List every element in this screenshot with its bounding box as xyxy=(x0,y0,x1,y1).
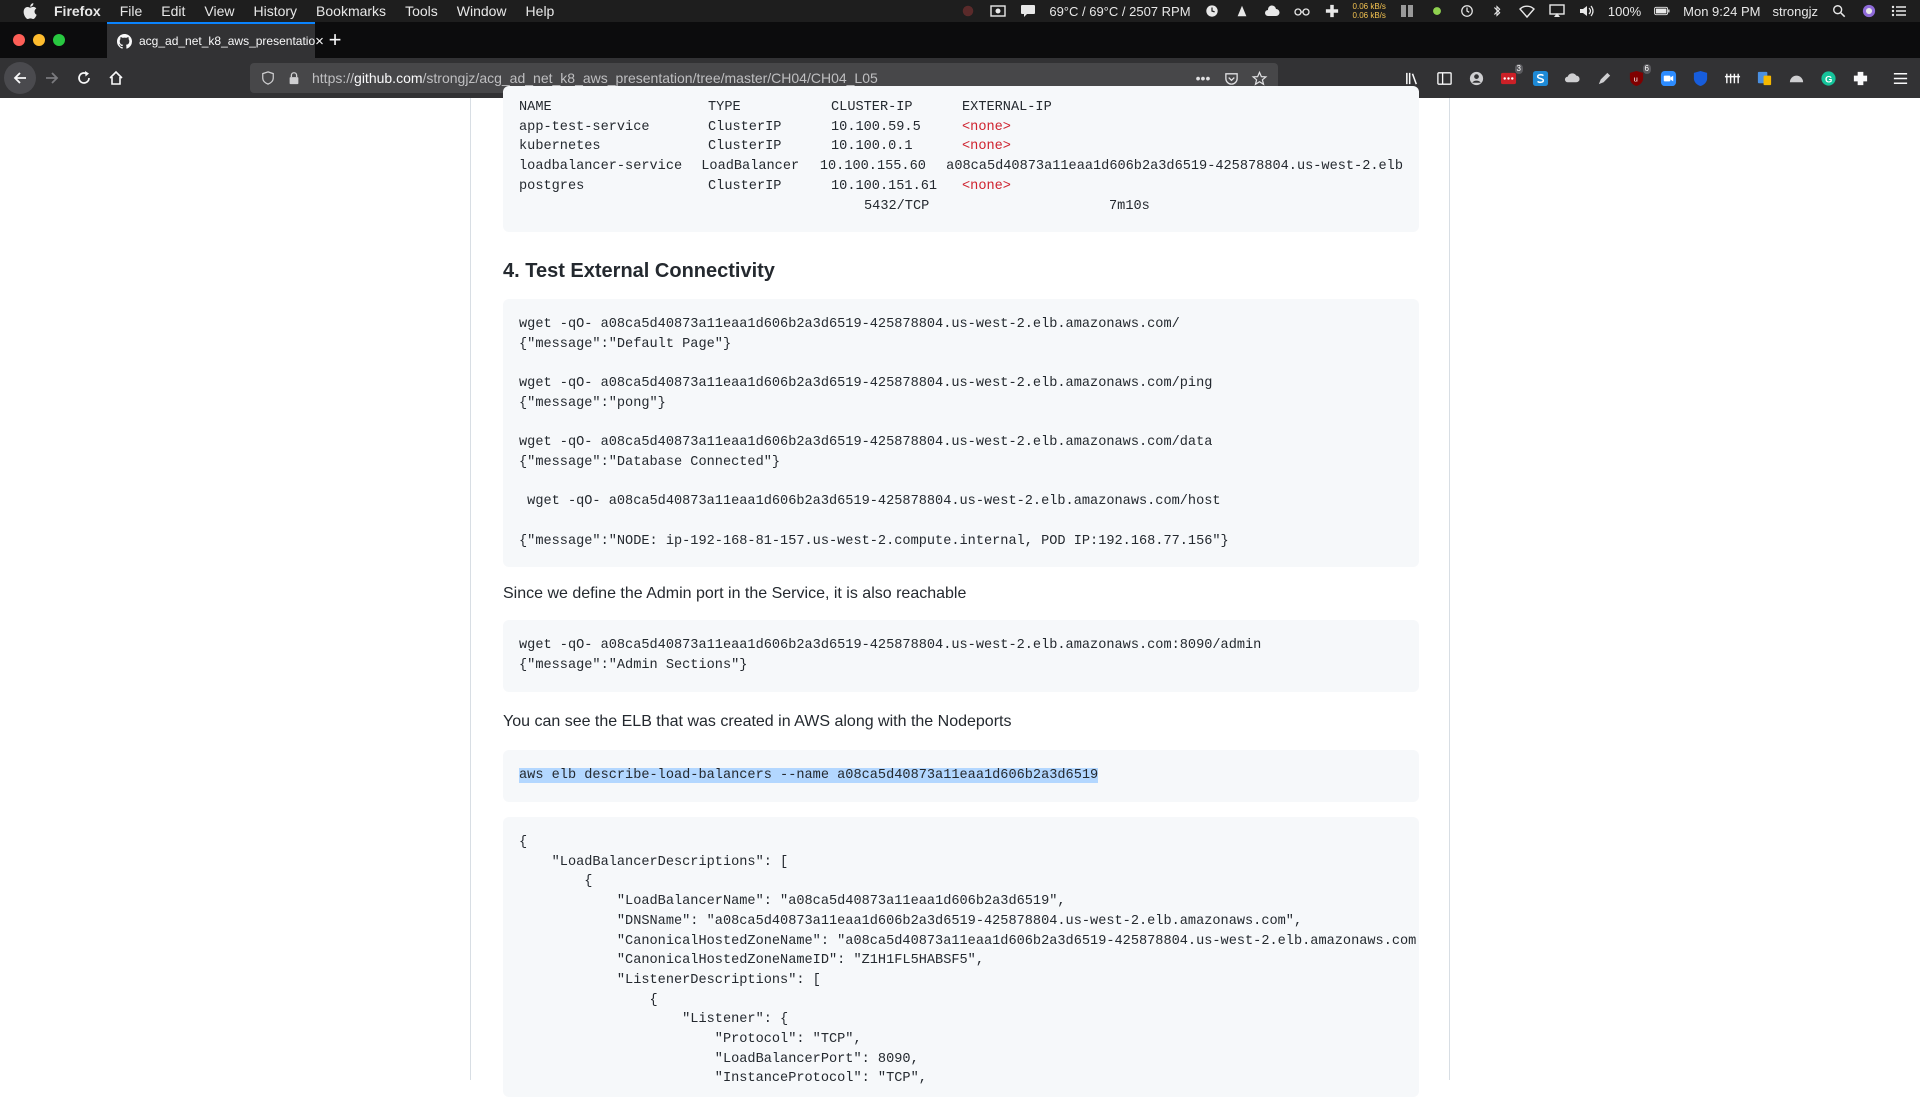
url-actions xyxy=(1194,69,1268,87)
url-host: github.com xyxy=(354,70,423,86)
url-path: /strongjz/acg_ad_net_k8_aws_presentation/tree/master/CH04/CH04_L05 xyxy=(422,70,878,86)
svc-ip: 10.100.59.5 xyxy=(831,119,921,135)
cloud-ext-icon[interactable] xyxy=(1560,66,1584,90)
wifi-icon[interactable] xyxy=(1518,4,1536,18)
menu-bookmarks[interactable]: Bookmarks xyxy=(316,3,387,19)
plus-icon[interactable] xyxy=(1323,4,1341,18)
siri-icon[interactable] xyxy=(1860,4,1878,18)
net-down: 0.06 kB/s xyxy=(1352,11,1386,20)
code-line: wget -qO- a08ca5d40873a11eaa1d606b2a3d6519-425878804.us-west-2.elb.amazonaws.com:8090/admin xyxy=(519,638,1262,653)
code-line: wget -qO- a08ca5d40873a11eaa1d606b2a3d6519-425878804.us-west-2.elb.amazonaws.com/ping xyxy=(519,376,1213,392)
code-line: "Protocol": "TCP", xyxy=(519,1032,862,1048)
net-up: 0.06 kB/s xyxy=(1352,2,1386,11)
code-line: "ListenerDescriptions": [ xyxy=(519,972,821,988)
svg-text:u: u xyxy=(1633,73,1638,83)
airplay-icon[interactable] xyxy=(1548,4,1566,18)
ublock-icon[interactable] xyxy=(1624,66,1648,90)
code-line xyxy=(519,354,1403,374)
table-header-row xyxy=(519,98,1403,118)
code-line: "DNSName": "a08ca5d40873a11eaa1d606b2a3d6519-425878804.us-west-2.elb.amazonaws.com", xyxy=(519,913,1303,929)
clock-app-icon[interactable] xyxy=(1203,4,1221,18)
services-code-block xyxy=(503,86,1419,232)
close-tab-icon[interactable]: × xyxy=(315,32,324,50)
svc-name: loadbalancer-service xyxy=(519,159,683,175)
sidebar-icon[interactable] xyxy=(1432,66,1456,90)
svc-external-ip: <none> xyxy=(962,119,1011,135)
col-cluster-ip-header: CLUSTER-IP xyxy=(831,100,913,115)
code-line: wget -qO- a08ca5d40873a11eaa1d606b2a3d6519-425878804.us-west-2.elb.amazonaws.com/ xyxy=(519,317,1180,332)
svc-age: 7m10s xyxy=(1109,198,1150,214)
svc-type: LoadBalancer xyxy=(701,159,800,175)
admin-pre xyxy=(503,620,1419,675)
temperature-readout[interactable]: 69°C / 69°C / 2507 RPM xyxy=(1049,3,1191,19)
code-line: "LoadBalancerName": "a08ca5d40873a11eaa1d606b2a3d6519", xyxy=(519,894,1066,910)
extensions-toolbar xyxy=(1400,58,1872,98)
glasses-icon[interactable] xyxy=(1293,4,1311,18)
code-line: { xyxy=(519,835,528,850)
menu-file[interactable]: File xyxy=(119,3,143,19)
cloud-icon[interactable] xyxy=(1263,4,1281,18)
window-controls xyxy=(13,34,65,46)
bluetooth-icon[interactable] xyxy=(1488,4,1506,18)
svc-name: app-test-service xyxy=(519,119,650,135)
code-line: "Listener": { xyxy=(519,1012,789,1028)
bitwarden-icon[interactable] xyxy=(1688,66,1712,90)
extensions-puzzle-icon[interactable] xyxy=(1848,66,1872,90)
code-line: {"message":"Admin Sections"} xyxy=(519,657,748,673)
zoom-window-button[interactable] xyxy=(53,34,65,46)
code-line: {"message":"Database Connected"} xyxy=(519,454,781,470)
grammarly-icon[interactable] xyxy=(1816,66,1840,90)
account-icon[interactable] xyxy=(1464,66,1488,90)
notification-center-icon[interactable] xyxy=(1890,4,1908,18)
tab-github-readme[interactable] xyxy=(107,22,324,58)
code-line: {"message":"NODE: ip-192-168-81-157.us-west-2.compute.internal, POD IP:192.168.77.156"} xyxy=(519,533,1229,549)
elb-command-pre xyxy=(503,750,1419,786)
json-output-code-block xyxy=(503,817,1419,1097)
github-icon xyxy=(117,33,132,49)
svc-port: 5432/TCP xyxy=(864,198,930,214)
svc-name: postgres xyxy=(519,178,585,194)
ublock-badge: 6 xyxy=(1644,64,1649,73)
home-icon xyxy=(107,69,125,87)
svc-ip: 10.100.0.1 xyxy=(831,139,913,155)
translate-ext-icon[interactable] xyxy=(1752,66,1776,90)
code-line: "CanonicalHostedZoneName": "a08ca5d40873a11eaa1d606b2a3d6519-425878804.us-west-2.elb.amazonaws.com xyxy=(519,933,1417,949)
user-name[interactable]: strongjz xyxy=(1772,3,1818,19)
network-speed xyxy=(1353,2,1386,20)
table-row xyxy=(519,118,1403,138)
tab-strip xyxy=(0,22,1920,58)
forward-arrow-icon xyxy=(43,69,61,87)
admin-port-paragraph: Since we define the Admin port in the Service, it is also reachable xyxy=(503,585,967,602)
section-heading-test-external-connectivity: 4. Test External Connectivity xyxy=(503,260,775,282)
svc-ip: 10.100.151.61 xyxy=(831,178,938,194)
code-line xyxy=(519,512,1403,532)
code-line: "InstanceProtocol": "TCP", xyxy=(519,1071,927,1087)
screenshot-icon[interactable] xyxy=(989,4,1007,18)
lastpass-icon[interactable] xyxy=(1496,66,1520,90)
col-external-ip-header: EXTERNAL-IP xyxy=(962,100,1052,115)
back-arrow-icon xyxy=(11,69,29,87)
code-line: { xyxy=(519,992,658,1008)
meter-ext-icon[interactable] xyxy=(1720,66,1744,90)
admin-code-block xyxy=(503,620,1419,692)
lastpass-badge: 3 xyxy=(1516,64,1521,73)
svc-type: ClusterIP xyxy=(708,139,782,155)
menu-history[interactable]: History xyxy=(253,3,298,19)
url-scheme: https:// xyxy=(312,70,355,86)
home-button[interactable] xyxy=(100,62,132,94)
battery-percent[interactable]: 100% xyxy=(1607,3,1642,19)
lock-icon[interactable] xyxy=(286,70,302,86)
svc-type: ClusterIP xyxy=(708,178,782,194)
memory-icon[interactable] xyxy=(1398,4,1416,18)
menu-edit[interactable]: Edit xyxy=(161,3,186,19)
tracking-protection-shield-icon[interactable] xyxy=(260,70,276,86)
menu-app-firefox[interactable]: Firefox xyxy=(54,3,101,19)
svg-text:G: G xyxy=(1824,73,1832,85)
menu-window[interactable]: Window xyxy=(456,3,507,19)
clock[interactable]: Mon 9:24 PM xyxy=(1683,3,1761,19)
readme-article xyxy=(470,98,1450,1087)
macos-menu-bar xyxy=(0,0,1920,22)
menu-help[interactable]: Help xyxy=(525,3,555,19)
selected-command-text[interactable]: aws elb describe-load-balancers --name a08ca5d40873a11eaa1d606b2a3d6519 xyxy=(519,768,1099,783)
reload-icon xyxy=(75,69,93,87)
svc-name: kubernetes xyxy=(519,139,601,155)
close-window-button[interactable] xyxy=(13,34,25,46)
record-icon[interactable] xyxy=(959,4,977,18)
speed-ext-icon[interactable] xyxy=(1784,66,1808,90)
json-output-pre xyxy=(503,817,1419,1089)
code-line xyxy=(519,414,1403,434)
spotlight-search-icon[interactable] xyxy=(1830,4,1848,18)
table-row xyxy=(519,177,1403,197)
page-viewport xyxy=(0,98,1920,1087)
svc-external-ip: a08ca5d40873a11eaa1d606b2a3d6519-425878804.us-west-2.elb xyxy=(946,159,1403,175)
pen-ext-icon[interactable] xyxy=(1592,66,1616,90)
code-line: {"message":"Default Page"} xyxy=(519,336,732,352)
svc-type: ClusterIP xyxy=(708,119,782,135)
time-machine-icon[interactable] xyxy=(1458,4,1476,18)
volume-icon[interactable] xyxy=(1578,4,1596,18)
notification-icon[interactable] xyxy=(1019,4,1037,18)
code-line: wget -qO- a08ca5d40873a11eaa1d606b2a3d6519-425878804.us-west-2.elb.amazonaws.com/host xyxy=(519,494,1221,510)
pocket-icon[interactable] xyxy=(1222,69,1240,87)
code-line: "LoadBalancerDescriptions": [ xyxy=(519,854,789,870)
svc-external-ip: <none> xyxy=(962,139,1011,155)
url-text[interactable] xyxy=(312,70,1194,86)
skype-icon[interactable] xyxy=(1528,66,1552,90)
code-line: "LoadBalancerPort": 8090, xyxy=(519,1051,919,1067)
col-type-header: TYPE xyxy=(708,100,741,115)
connectivity-pre xyxy=(503,299,1419,551)
green-status-icon[interactable] xyxy=(1428,4,1446,18)
new-tab-button[interactable]: + xyxy=(328,27,342,52)
bookmark-star-icon[interactable] xyxy=(1250,69,1268,87)
col-name-header: NAME xyxy=(519,100,552,115)
table-row xyxy=(519,137,1403,157)
forward-button[interactable] xyxy=(36,62,68,94)
table-wrap-row xyxy=(519,197,1403,217)
page-actions-menu-icon[interactable]: ••• xyxy=(1195,70,1211,86)
battery-icon[interactable] xyxy=(1653,4,1671,18)
alfred-icon[interactable] xyxy=(1233,4,1251,18)
code-line xyxy=(519,473,1403,493)
zoom-ext-icon[interactable] xyxy=(1656,66,1680,90)
back-button[interactable] xyxy=(4,62,36,94)
hamburger-menu-icon xyxy=(1892,70,1909,87)
code-line: "CanonicalHostedZoneNameID": "Z1H1FL5HABSF5", xyxy=(519,953,984,969)
menubar-status-area xyxy=(959,0,1908,22)
minimize-window-button[interactable] xyxy=(33,34,45,46)
connectivity-code-block xyxy=(503,299,1419,567)
apple-icon[interactable] xyxy=(20,3,40,19)
code-line: {"message":"pong"} xyxy=(519,395,666,411)
code-line: { xyxy=(519,874,593,890)
menu-view[interactable]: View xyxy=(204,3,235,19)
open-menu-button[interactable] xyxy=(1888,66,1912,90)
table-row xyxy=(519,157,1403,177)
menu-tools[interactable]: Tools xyxy=(405,3,438,19)
svc-external-ip: <none> xyxy=(962,178,1011,194)
code-line: wget -qO- a08ca5d40873a11eaa1d606b2a3d6519-425878804.us-west-2.elb.amazonaws.com/data xyxy=(519,435,1213,451)
tab-title: acg_ad_net_k8_aws_presentatio xyxy=(139,34,316,48)
svc-ip: 10.100.155.60 xyxy=(819,159,926,175)
services-pre xyxy=(503,86,1419,216)
elb-command-code-block xyxy=(503,750,1419,802)
reload-button[interactable] xyxy=(68,62,100,94)
elb-paragraph: You can see the ELB that was created in AWS along with the Nodeports xyxy=(503,713,1012,730)
